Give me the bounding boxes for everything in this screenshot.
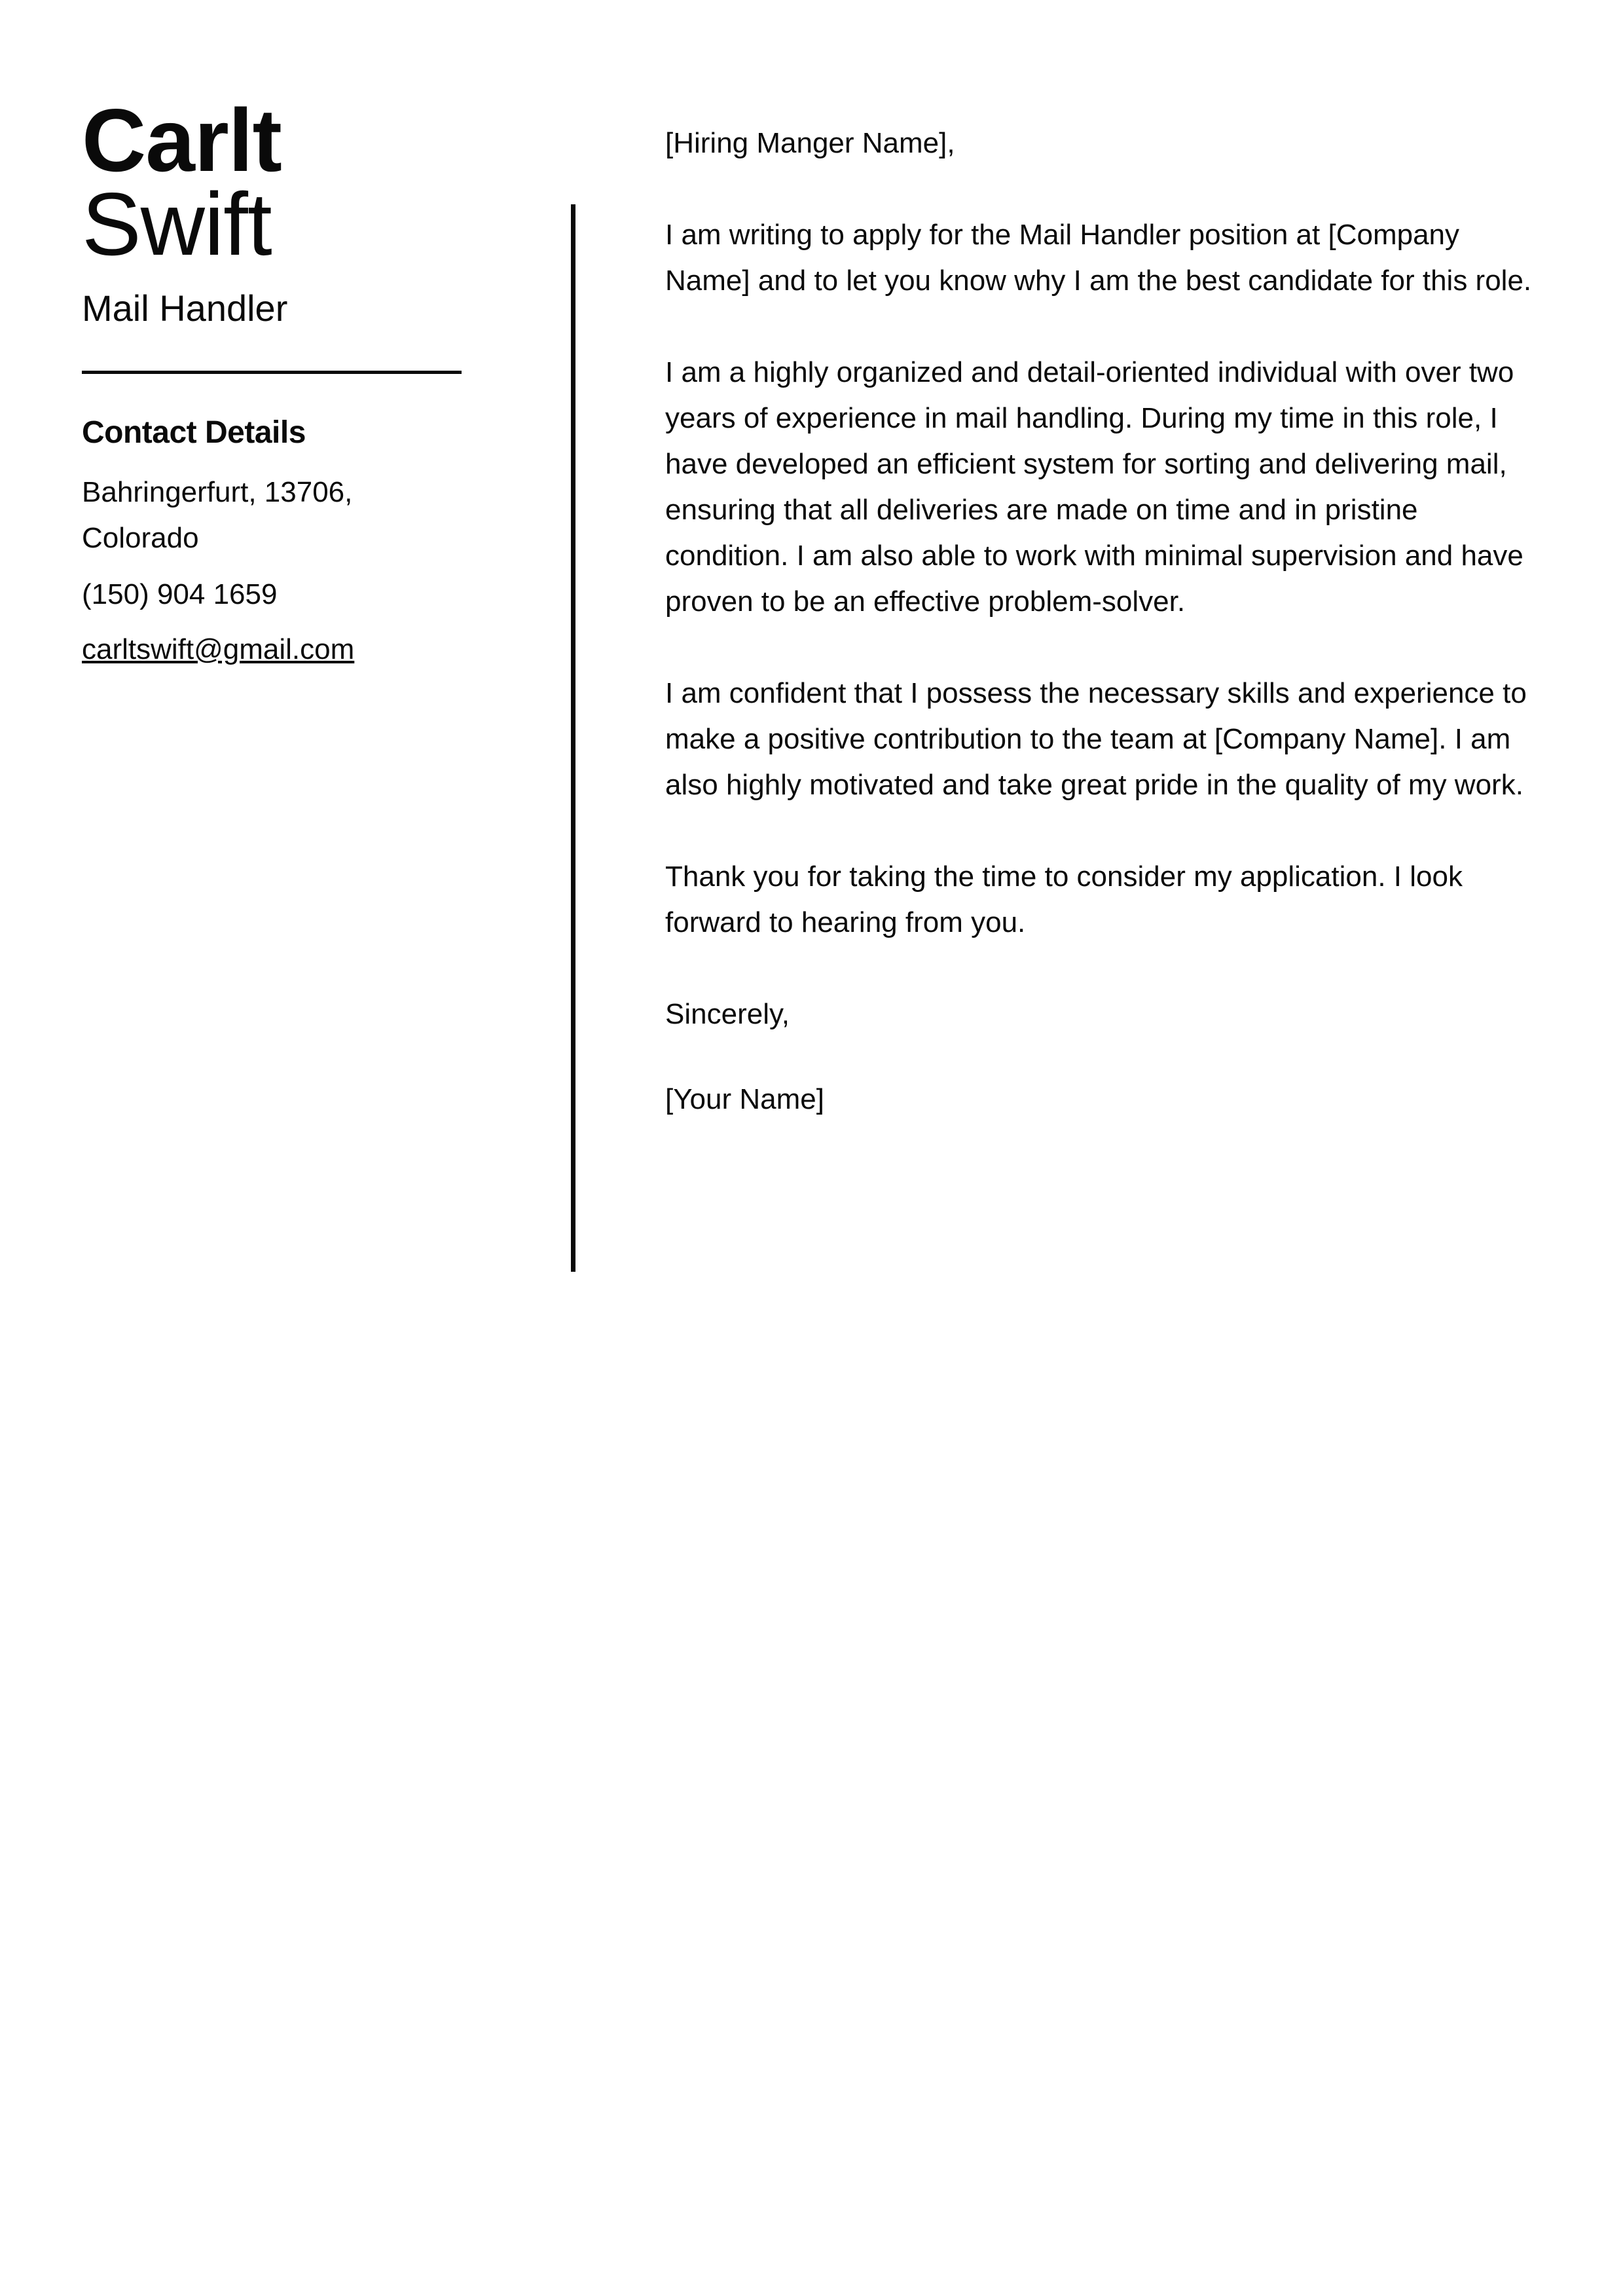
sidebar <box>82 90 462 673</box>
vertical-divider <box>571 204 575 1272</box>
job-title: Mail Handler <box>82 287 288 329</box>
letter-salutation: [Hiring Manger Name], <box>665 127 955 159</box>
contact-email-link[interactable]: carltswift@gmail.com <box>82 633 355 665</box>
letter-paragraph: I am confident that I possess the necessary skills and experience to make a positive contribution to the team at [Company Name]. I am also highly motivated and take great pride in the quality of my work. <box>665 677 1527 801</box>
letter-signature: [Your Name] <box>665 1083 824 1115</box>
contact-details-heading: Contact Details <box>82 415 306 450</box>
first-name: Carlt <box>82 90 282 190</box>
sidebar-divider <box>82 371 462 374</box>
last-name: Swift <box>82 174 272 274</box>
letter-body <box>665 120 1536 1168</box>
letter-paragraph: Thank you for taking the time to consider my application. I look forward to hearing from you. <box>665 861 1463 938</box>
letter-paragraph: I am writing to apply for the Mail Handler position at [Company Name] and to let you know why I am the best candidate for this role. <box>665 219 1532 297</box>
letter-paragraph: I am a highly organized and detail-oriented individual with over two years of experience in mail handling. During my time in this role, I have developed an efficient system for sorting and delivering mail, ensuring that all deliveries are made on time and in pristine condition. I am also able to work with minimal supervision and have proven to be an effective problem-solver. <box>665 356 1523 618</box>
contact-phone: (150) 904 1659 <box>82 578 278 610</box>
contact-address: Bahringerfurt, 13706, Colorado <box>82 476 353 554</box>
letter-closing: Sincerely, <box>665 998 790 1030</box>
